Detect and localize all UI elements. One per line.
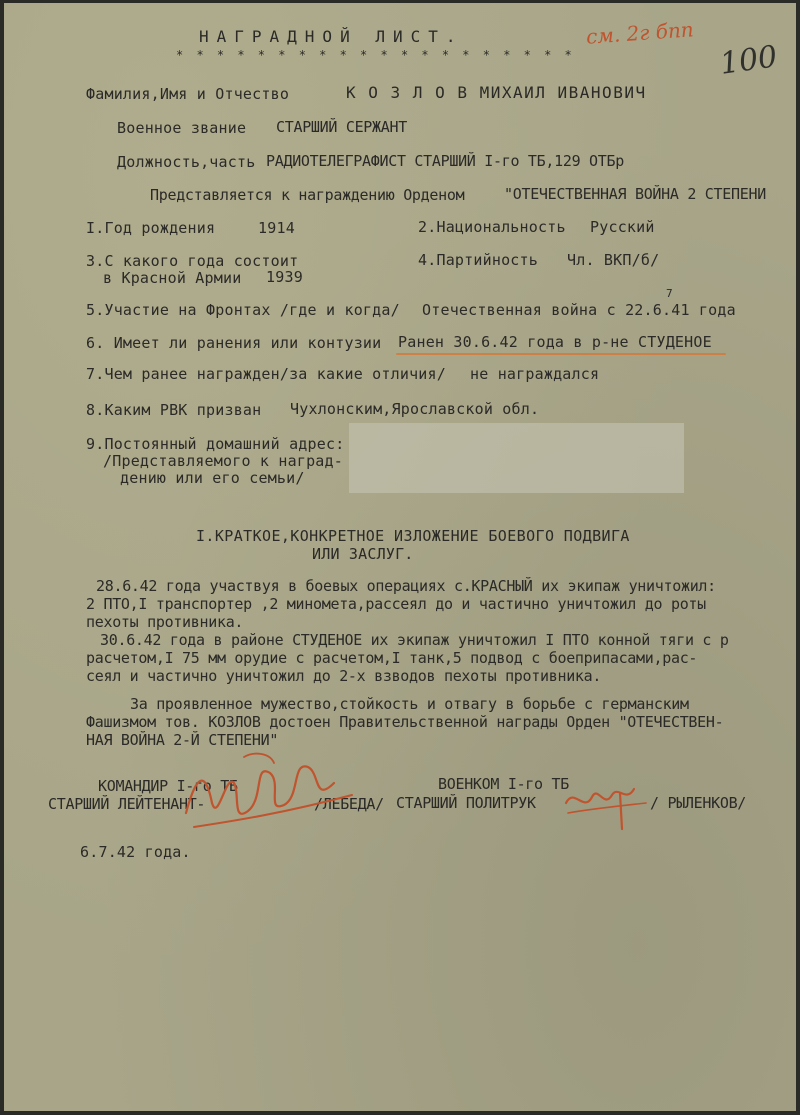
document-sheet bbox=[4, 3, 796, 1111]
body-line-7: За проявленное мужество,стойкость и отвагу в борьбе с германским bbox=[130, 695, 689, 713]
left-red-signature bbox=[174, 743, 364, 843]
left-signatory-rank: СТАРШИЙ ЛЕЙТЕНАНТ- bbox=[48, 795, 206, 813]
nationality-label: 2.Национальность bbox=[418, 218, 566, 236]
army-since-label-line1: 3.С какого года состоит bbox=[86, 252, 299, 270]
body-line-8: Фашизмом тов. КОЗЛОВ достоен Правительственной награды Орден "ОТЕЧЕСТВЕН- bbox=[86, 713, 724, 731]
page-number: 100 bbox=[717, 39, 780, 82]
section-title-line1: I.КРАТКОЕ,КОНКРЕТНОЕ ИЗЛОЖЕНИЕ БОЕВОГО ПОДВИГА bbox=[196, 527, 630, 545]
birth-year-value: 1914 bbox=[258, 219, 295, 237]
body-line-3: пехоты противника. bbox=[86, 613, 244, 631]
right-signatory-rank: СТАРШИЙ ПОЛИТРУК bbox=[396, 794, 536, 812]
address-label-line3: дению или его семьи/ bbox=[120, 469, 305, 487]
wounds-label: 6. Имеет ли ранения или контузии bbox=[86, 334, 382, 352]
nominated-value: "ОТЕЧЕСТВЕННАЯ ВОЙНА 2 СТЕПЕНИ bbox=[504, 185, 766, 203]
body-line-1: 28.6.42 года участвуя в боевых операциях с.КРАСНЫЙ их экипаж уничтожил: bbox=[96, 577, 716, 595]
body-line-9: НАЯ ВОЙНА 2-Й СТЕПЕНИ" bbox=[86, 731, 279, 749]
right-signatory-name: / РЫЛЕНКОВ/ bbox=[650, 794, 747, 812]
body-line-2: 2 ПТО,I транспортер ,2 миномета,рассеял до и частично уничтожил до роты bbox=[86, 595, 706, 613]
position-label: Должность,часть bbox=[117, 153, 256, 171]
handwritten-note: см. 2г бпп bbox=[585, 17, 695, 49]
right-red-signature bbox=[560, 773, 650, 833]
fronts-label: 5.Участие на Фронтах /где и когда/ bbox=[86, 301, 400, 319]
body-line-4: 30.6.42 года в районе СТУДЕНОЕ их экипаж уничтожил I ПТО конной тяги с р bbox=[100, 631, 729, 649]
rvk-value: Чухлонским,Ярославской обл. bbox=[290, 400, 540, 418]
title-stars-line: * * * * * * * * * * * * * * * * * * * * bbox=[176, 48, 575, 62]
left-signatory-name: /ЛЕБЕДА/ bbox=[314, 795, 384, 813]
army-since-value: 1939 bbox=[266, 268, 303, 286]
fronts-value: Отечественная война с 22.6.41 года bbox=[422, 301, 736, 319]
awards-label: 7.Чем ранее награжден/за какие отличия/ bbox=[86, 365, 446, 383]
right-signatory-role: ВОЕНКОМ I-го ТБ bbox=[438, 775, 569, 793]
rvk-label: 8.Каким РВК призван bbox=[86, 401, 262, 419]
address-label-line2: /Представляемого к наград- bbox=[103, 452, 343, 470]
rank-value: СТАРШИЙ СЕРЖАНТ bbox=[276, 118, 407, 136]
wounds-value: Ранен 30.6.42 года в р-не СТУДЕНОЕ bbox=[398, 333, 712, 351]
position-value: РАДИОТЕЛЕГРАФИСТ СТАРШИЙ I-го ТБ,129 ОТБр bbox=[266, 152, 624, 170]
party-label: 4.Партийность bbox=[418, 251, 538, 269]
birth-year-label: I.Год рождения bbox=[86, 219, 216, 237]
nominated-label: Представляется к награждению Орденом bbox=[150, 186, 465, 204]
address-label-line1: 9.Постоянный домашний адрес: bbox=[86, 435, 345, 453]
fio-label: Фамилия,Имя и Отчество bbox=[86, 85, 290, 103]
awards-value: не награждался bbox=[470, 365, 600, 383]
army-since-label-line2: в Красной Армии bbox=[103, 269, 242, 287]
fronts-superscript: 7 bbox=[666, 287, 673, 300]
fio-value: К О З Л О В МИХАИЛ ИВАНОВИЧ bbox=[346, 83, 647, 102]
party-value: Чл. ВКП/б/ bbox=[567, 251, 660, 269]
body-line-5: расчетом,I 75 мм орудие с расчетом,I танк,5 подвод с боеприпасами,рас- bbox=[86, 649, 698, 667]
redacted-address-area bbox=[349, 423, 684, 493]
nationality-value: Русский bbox=[590, 218, 655, 236]
document-title: НАГРАДНОЙ ЛИСТ. bbox=[199, 27, 464, 46]
section-title-line2: ИЛИ ЗАСЛУГ. bbox=[312, 545, 414, 563]
rank-label: Военное звание bbox=[117, 119, 247, 137]
wounds-underline bbox=[396, 353, 726, 355]
left-signatory-role: КОМАНДИР I-го ТБ bbox=[98, 777, 238, 795]
body-line-6: сеял и частично уничтожил до 2-х взводов пехоты противника. bbox=[86, 667, 602, 685]
document-date: 6.7.42 года. bbox=[80, 843, 191, 861]
